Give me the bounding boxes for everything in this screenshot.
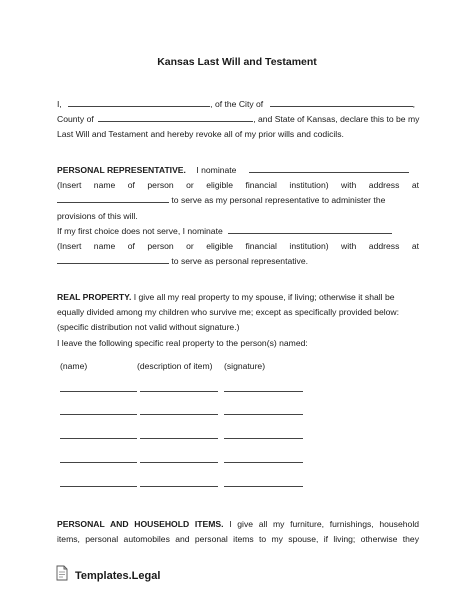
revoke-text: Last Will and Testament and hereby revoke all of my prior wills and codicils. — [57, 129, 344, 140]
brand-name: Templates.Legal — [75, 569, 161, 582]
household-line-1 — [57, 517, 419, 532]
column-signature: (signature) — [224, 361, 266, 371]
intro-line-1: I, , of the City of , — [57, 99, 415, 109]
household-text-2: items, personal automobiles and personal items to my spouse, if living; otherwise they — [57, 534, 419, 545]
county-field[interactable] — [98, 112, 253, 122]
row3-description-field[interactable] — [140, 438, 218, 439]
rep-line-1 — [57, 163, 419, 178]
rp-text-1: I give all my real property to my spouse, if living; otherwise it shall be — [133, 292, 395, 302]
household-heading: PERSONAL AND HOUSEHOLD ITEMS. — [57, 519, 224, 529]
rep-line-3 — [57, 193, 419, 208]
leave-property-text: I leave the following specific real property to the person(s) named: — [57, 338, 308, 348]
row1-name-field[interactable] — [60, 391, 137, 392]
state-text: , and State of Kansas, declare this to be my — [253, 114, 420, 125]
row3-signature-field[interactable] — [224, 438, 303, 439]
representative-heading: PERSONAL REPRESENTATIVE. — [57, 165, 186, 175]
real-property-paragraph — [57, 290, 419, 336]
rp-text-2: equally divided among my children who survive me; except as specifically provided below: — [57, 307, 400, 318]
city-label: , of the City of — [210, 99, 264, 109]
real-property-heading: REAL PROPERTY. — [57, 292, 132, 302]
testator-name-field[interactable] — [68, 97, 210, 107]
document-title: Kansas Last Will and Testament — [157, 56, 317, 68]
serve-rep-text: to serve as personal representative. — [171, 256, 309, 267]
household-paragraph — [57, 517, 419, 547]
household-text-1: I give all my furniture, furnishings, household — [229, 519, 420, 529]
representative-address-field[interactable] — [57, 193, 169, 203]
insert-name-line-2: (Insert name of person or eligible financial institution) with address at — [57, 241, 419, 252]
row2-name-field[interactable] — [60, 414, 137, 415]
row2-description-field[interactable] — [140, 414, 218, 415]
rp-text-3: (specific distribution not valid without signature.) — [57, 322, 240, 333]
alternate-name-field[interactable] — [228, 224, 392, 234]
leave-property-paragraph — [57, 336, 419, 351]
intro-paragraph — [57, 97, 419, 143]
row1-signature-field[interactable] — [224, 391, 303, 392]
rp-line-1 — [57, 290, 419, 305]
row5-description-field[interactable] — [140, 486, 218, 487]
city-field[interactable] — [270, 97, 413, 107]
provisions-text: provisions of this will. — [57, 210, 138, 221]
document-icon — [55, 565, 69, 586]
footer-brand — [55, 565, 160, 586]
insert-name-line: (Insert name of person or eligible financial institution) with address at — [57, 180, 419, 191]
row4-description-field[interactable] — [140, 462, 218, 463]
intro-i-label: I, — [57, 99, 62, 109]
column-name: (name) — [60, 361, 88, 371]
row4-signature-field[interactable] — [224, 462, 303, 463]
intro-line-2 — [57, 112, 419, 127]
row3-name-field[interactable] — [60, 438, 137, 439]
first-choice-text: If my first choice does not serve, I nominate — [57, 226, 223, 236]
row1-description-field[interactable] — [140, 391, 218, 392]
row4-name-field[interactable] — [60, 462, 137, 463]
county-label: County of — [57, 114, 94, 125]
column-description: (description of item) — [137, 361, 213, 371]
alternate-address-field[interactable] — [57, 254, 169, 264]
alternate-representative-paragraph — [57, 224, 419, 270]
serve-admin-text: to serve as my personal representative to administer the — [171, 195, 386, 206]
representative-name-field[interactable] — [249, 163, 409, 173]
representative-paragraph — [57, 163, 419, 224]
row5-name-field[interactable] — [60, 486, 137, 487]
nominate-label: I nominate — [196, 165, 237, 175]
row2-signature-field[interactable] — [224, 414, 303, 415]
alt-line-1 — [57, 224, 419, 239]
row5-signature-field[interactable] — [224, 486, 303, 487]
alt-line-3 — [57, 254, 419, 269]
